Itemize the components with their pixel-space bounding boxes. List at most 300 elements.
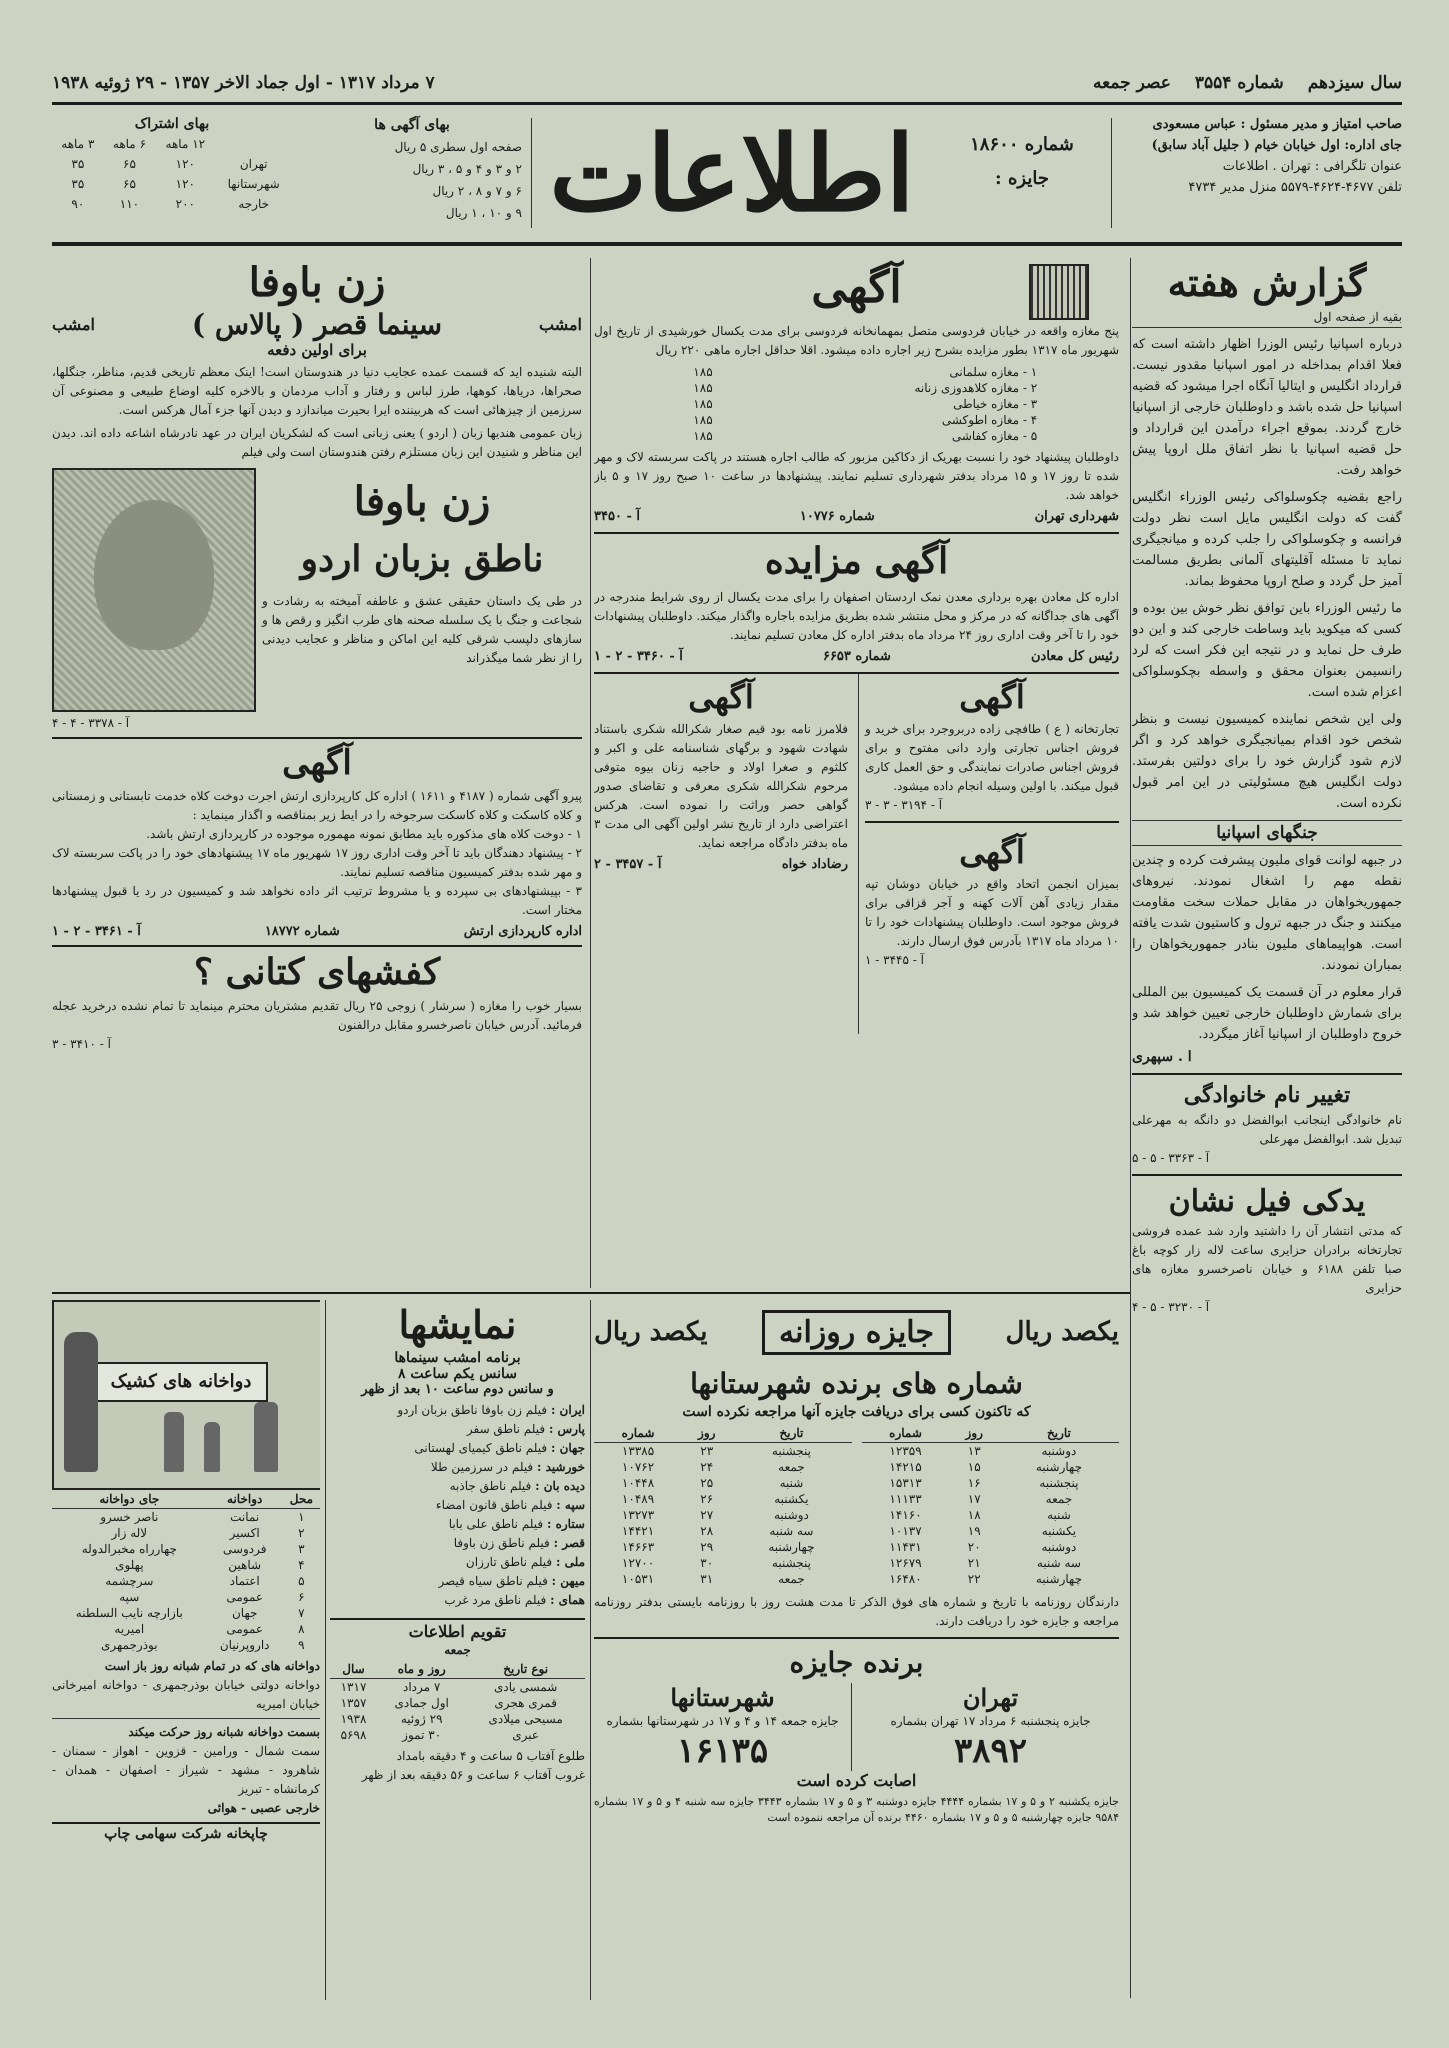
army-ad-item: ۱ - دوخت کلاه های مذکوره باید مطابق نمونه مهموره موجوده در کارپردازی ارتش باشد. (146, 827, 582, 841)
cell: ۲ (298, 1526, 305, 1540)
ad1-code: آ - ۳۴۵۰ (594, 509, 641, 524)
pharmacy-col: جای دواخانه (52, 1490, 207, 1509)
calendar-col: روز و ماه (377, 1660, 466, 1679)
army-ad-sign: اداره کارپردازی ارتش (463, 924, 582, 939)
cell: دوشنبه (1041, 1540, 1077, 1554)
shop-row (673, 396, 1041, 412)
calendar-col: نوع تاریخ (466, 1660, 585, 1679)
cell: چهارشنبه (1035, 1460, 1082, 1474)
subs-place: خارجه (238, 197, 270, 211)
subs-val: ۳۵ (71, 177, 85, 191)
table-row (594, 1523, 852, 1539)
daily-prize-banner: جایزه روزانه (762, 1310, 951, 1355)
serial-block (942, 128, 1102, 196)
ad-rates-title: بهای آگهی ها (374, 117, 450, 133)
list-item (330, 1420, 585, 1439)
cell: جمعه (778, 1460, 805, 1474)
cinema-film: فیلم زن باوفا ناطق بزبان اردو (397, 1403, 548, 1417)
ad4-block (858, 674, 1119, 1034)
cinema-name: دیده بان : (535, 1479, 585, 1493)
cell: ۵۶۹۸ (340, 1728, 367, 1742)
tonight-label: امشب (539, 315, 582, 334)
cell: ۲۷ (700, 1508, 714, 1522)
table-row (52, 1621, 320, 1637)
shop-price: ۱۸۵ (693, 381, 713, 395)
ad4-code: آ - ۳۱۹۴ - ۳ - ۳ (865, 798, 943, 812)
center-ads-column (594, 258, 1119, 1288)
subs-val: ۶۵ (123, 177, 136, 191)
weekly-report-subtitle: بقیه از صفحه اول (1132, 308, 1402, 328)
cell: نمانت (230, 1510, 260, 1524)
cell: ۴ (298, 1558, 305, 1572)
ad2-title: آگهی مزایده (764, 540, 949, 582)
shoes-ad-text: بسیار خوب را مغازه ( سرشار ) زوجی ۲۵ ریال تقدیم مشتریان محترم مینماید تا تمام نشده درخرید عجله فرمائید. آدرس خیابان ناصرخسرو مقابل درالفنون (52, 999, 582, 1032)
cell: پنجشنبه (771, 1556, 811, 1570)
cell: ۲۸ (700, 1524, 714, 1538)
ad1-sign: شهرداری تهران (1034, 509, 1119, 524)
winning-numbers-title: شماره های برنده شهرستانها (690, 1367, 1023, 1400)
army-ad-text: پیرو آگهی شماره ( ۴۱۸۷ و ۱۶۱۱ ) اداره کل کارپردازی ارتش اجرت دوخت کلاه خدمت تابستانی و زمستانی و کلاه کاسکت و کلاه کاسکت سرجوخه را در ایط زیر بمناقصه و اگذار مینماید : (52, 789, 582, 822)
cell: ۲۵ (700, 1476, 714, 1490)
office-line: جای اداره: اول خیابان خیام ( جلیل آباد سابق) (1151, 138, 1402, 153)
left-top-column (52, 258, 582, 1288)
cell: دوشنبه (774, 1508, 809, 1522)
table-row (862, 1459, 1120, 1475)
ad5-code: آ - ۳۴۴۵ - ۱ (865, 953, 924, 967)
table-row (862, 1539, 1120, 1555)
cell: داروپرنیان (219, 1638, 270, 1652)
army-ad-item: ۲ - پیشنهاد دهندگان باید تا آخر وقت اداری روز ۱۷ شهریور ماه ۱۷ پیشنهادهای خود را در پاکت سربسته لاک و مهر شده بدفتر کمیسیون مناقصه تسلیم نمایند. (52, 846, 582, 879)
subs-table (52, 134, 292, 214)
cell: ۱۰۵۳۱ (621, 1572, 655, 1586)
table-row (862, 1523, 1120, 1539)
report-paragraph: درباره اسپانیا رئیس الوزرا اظهار داشته است که فعلا اقدام بمداخله در امور اسپانیا مقدور نیست. قرارداد انگلیس و ایتالیا آنگاه اجرا میشود که قضیه اسپانیا حل شده باشد و داوطلبان خارجی از اسپانیا خارج گردند. بموقع اجراء درآمدن این قرارداد و حل قضیه اسپانیا با نظر اتفاق ملل اروپا پیش خواهد رفت. (1132, 337, 1402, 478)
winning-header (594, 1424, 852, 1443)
ad5-title: آگهی (959, 833, 1025, 871)
table-row (330, 1727, 585, 1743)
cell: ۹ (298, 1638, 305, 1652)
cinema-name: جهان : (550, 1441, 585, 1455)
bottle-icon (254, 1402, 278, 1472)
issue-date: ۷ مرداد ۱۳۱۷ - اول جماد الاخر ۱۳۵۷ - ۲۹ ژوئیه ۱۹۳۸ (52, 73, 435, 93)
list-item (330, 1591, 585, 1610)
shop-price: ۱۸۵ (693, 397, 713, 411)
shoes-ad-title: کفشهای کتانی ؟ (193, 951, 441, 993)
ad1-text: پنج مغازه واقعه در خیابان فردوسی متصل بمهمانخانه فردوسی برای مدت یکسال خورشیدی از تاریخ اول شهریور ماه ۱۳۱۷ بطور مزایده بشرح زیر اجاره داده میشود. اقلا حداقل اجاره ماهی ۲۲۰ ریال (594, 324, 1119, 357)
ad3-code: آ - ۳۴۵۷ - ۲ (594, 857, 662, 872)
cell: عمومی (226, 1590, 264, 1604)
shows-title: نمایشها (398, 1302, 517, 1347)
pharmacy-col: محل (283, 1490, 320, 1509)
pharmacy-header (52, 1490, 320, 1509)
cell: بوذرجمهری (101, 1638, 158, 1652)
cell: ۸ (298, 1622, 305, 1636)
table-row (52, 1509, 320, 1526)
winning-col: روز (950, 1424, 999, 1443)
table-row (330, 1679, 585, 1696)
subscription-rates (52, 114, 292, 214)
cell: ۲۳ (700, 1444, 714, 1458)
subs-row (52, 174, 292, 194)
shop-name: ۳ - مغازه خیاطی (953, 397, 1038, 411)
ad3-title: آگهی (688, 678, 754, 716)
name-change-text: نام خانوادگی اینجانب ابوالفضل دو دانگه به مهرعلی تبدیل شد. ابوالفضل مهرعلی (1132, 1113, 1402, 1146)
pharmacy-table (52, 1490, 320, 1653)
winner-title: برنده جایزه (789, 1646, 924, 1679)
subs-header-row (52, 134, 292, 154)
tehran-winner (862, 1683, 1119, 1771)
cell: سپه (119, 1590, 140, 1604)
tehran-label: تهران (962, 1683, 1019, 1712)
subs-place: تهران (239, 157, 268, 171)
cell: ۱۳۱۷ (340, 1680, 367, 1694)
list-item (330, 1534, 585, 1553)
ad1-signature (594, 509, 1119, 524)
cell: جمعه (778, 1572, 805, 1586)
cell: ۵ (298, 1574, 305, 1588)
cell: پنجشنبه (1039, 1476, 1079, 1490)
prize-rial-left: یکصد ریال (594, 1317, 708, 1347)
cell: ۷ (298, 1606, 305, 1620)
subs-val: ۳۵ (71, 157, 85, 171)
calendar-table (330, 1660, 585, 1743)
cell: ۱۰۷۶۲ (621, 1460, 655, 1474)
spain-wars-title: جنگهای اسپانیا (1132, 820, 1402, 846)
cell: ۱۹ (967, 1524, 981, 1538)
cinema-name: خورشید : (537, 1460, 585, 1474)
cell: ۲۴ (700, 1460, 714, 1474)
table-row (594, 1475, 852, 1491)
shop-price: ۱۸۵ (693, 365, 713, 379)
ad5-text: بمیزان انجمن اتحاد واقع در خیابان دوشان تپه مقدار زیادی آهن آلات کهنه و آجر قزاقی برای فروش موجود است. داوطلبان پیشنهادات خود را تا ۱۰ مرداد ماه ۱۳۱۷ بآدرس فوق ارسال دارند. (865, 877, 1119, 948)
table-row (594, 1555, 852, 1571)
pharmacy-sign: دواخانه های کشیک (94, 1362, 268, 1402)
trains-text: سمت شمال - ورامین - قزوین - اهواز - سمنان - شاهرود - مشهد - شیراز - اصفهان - همدان - کرمانشاه - تبریز (52, 1744, 320, 1796)
winning-col: شماره (862, 1424, 950, 1443)
cell: ۲۹ ژوئیه (400, 1712, 443, 1726)
cities-number: ۱۶۱۳۵ (676, 1731, 769, 1771)
calendar-col: سال (330, 1660, 377, 1679)
cell: ۶ (298, 1590, 305, 1604)
table-row (594, 1539, 852, 1555)
cell: پهلوی (115, 1558, 144, 1572)
ad4-text: تجارتخانه ( ع ) طافچی زاده دربروجرد برای خرید و فروش اجناس تجارتی وارد دانی مفتوح و برای فروش اجناس صادرات نمایندگی و حق العمل کاری قبول میکند. با اولین وسیله انجام داده میشود. (865, 722, 1119, 793)
cell: ۳۰ (700, 1556, 714, 1570)
ad-rate-row: ۹ و ۱۰ ، ۱ ریال (445, 206, 522, 220)
table-row (52, 1605, 320, 1621)
tehran-municipality-emblem-icon (1029, 264, 1089, 320)
masthead-info (1122, 114, 1402, 198)
cell: سه شنبه (1036, 1556, 1081, 1570)
actress-portrait (52, 468, 256, 712)
ad1-title: آگهی (811, 262, 902, 313)
list-item (330, 1439, 585, 1458)
cell: ۱۴۱۶۰ (889, 1508, 922, 1522)
shop-name: ۲ - مغازه کلاهدوزی زنانه (914, 381, 1038, 395)
ad-rates (302, 114, 522, 224)
cell: امیریه (114, 1622, 145, 1636)
cinema-film: فیلم ناطق علی بابا (448, 1517, 544, 1531)
table-row (52, 1557, 320, 1573)
name-change-title: تغییر نام خانوادگی (1183, 1082, 1351, 1108)
list-item (330, 1572, 585, 1591)
cell: عبری (512, 1728, 540, 1742)
cinema-film: فیلم ناطق تارزان (465, 1555, 553, 1569)
cell: ۱۹۳۸ (340, 1712, 367, 1726)
pharmacy-note: دواخانه های که در تمام شبانه روز باز است (104, 1659, 320, 1673)
list-item (330, 1553, 585, 1572)
table-row (594, 1443, 852, 1460)
cell: اعتماد (229, 1574, 260, 1588)
cinema-film: فیلم در سرزمین طلا (430, 1460, 534, 1474)
cell: ۲۰ (967, 1540, 981, 1554)
ad2-text: اداره کل معادن بهره برداری معدن نمک اردستان اصفهان را برای مدت یکسال از روی شرایط مندرجه در آگهی های جداگانه که در مرکز و محل منتشر شده بطریق مزایده باجاره واگذار میکند. داوطلبان پیشنهادات خود را تا آخر وقت اداری روز ۲۴ مرداد ماه بدفتر اداره کل معادن تسلیم نمایند. (594, 590, 1119, 642)
ad1-number: شماره ۱۰۷۷۶ (799, 509, 875, 524)
cinema-name: قصر : (553, 1536, 585, 1550)
shop-row (673, 380, 1041, 396)
cell: ۱۶ (967, 1476, 981, 1490)
weekly-report-title: گزارش هفته (1167, 260, 1367, 305)
cell: جهان (231, 1606, 258, 1620)
ad3-text: فلامرز نامه بود قیم صغار شکرالله شکری باستناد شهادت شهود و برگهای شناسنامه علی و اکبر و کلثوم و صغرا اولاد و حاجیه زنان بیوه متوفی مرحوم شکرالله شکری معرفی و تقاضای صدور گواهی حصر وراثت را نموده است. هرکس اعتراضی دارد از تاریخ نشر اولین آگهی الی مدت ۳ ماه بدفتر دادگاه مراجعه نماید. (594, 722, 848, 850)
cinema-name: همای : (550, 1593, 585, 1607)
list-item (330, 1496, 585, 1515)
subs-col: ۳ ماهه (61, 137, 95, 151)
ad-rate-row: ۶ و ۷ و ۸ ، ۲ ریال (432, 184, 522, 198)
winning-header (862, 1424, 1120, 1443)
ad-rate-row: صفحه اول سطری ۵ ریال (394, 140, 522, 154)
newspaper-title: اطلاعات (549, 111, 915, 235)
shows-sub2: سانس یکم ساعت ۸ (398, 1366, 517, 1382)
winning-col: تاریخ (999, 1424, 1119, 1443)
army-ad-number: شماره ۱۸۷۷۲ (264, 924, 340, 939)
subs-val: ۶۵ (123, 157, 136, 171)
pharmacy-col: دواخانه (207, 1490, 283, 1509)
ad-rate-row: ۲ و ۳ و ۴ و ۵ ، ۳ ریال (412, 162, 522, 176)
cell: ۳۱ (700, 1572, 714, 1586)
serial-number: شماره ۱۸۶۰۰ (970, 134, 1074, 155)
shop-row (673, 412, 1041, 428)
subs-row (52, 154, 292, 174)
table-row (52, 1525, 320, 1541)
film-synopsis: در طی یک داستان حقیقی عشق و عاطفه آمیخته به رشادت و شجاعت و جنگ با یک سلسله صحنه های طرب انگیز و رقص ها و سازهای دلپسب شرقی کلیه این اماکن و مناظر و عجایب دیدنی را از نظر شما میگذراند (262, 594, 582, 665)
poster-line2: ناطق بزبان اردو (300, 538, 544, 580)
cell: یکشنبه (774, 1492, 809, 1506)
table-row (862, 1491, 1120, 1507)
cell: ۲۶ (700, 1492, 714, 1506)
cell: ۱۱۴۳۱ (889, 1540, 922, 1554)
tehran-text: جایزه پنجشنبه ۶ مرداد ۱۷ تهران بشماره (890, 1714, 1091, 1728)
winning-col: روز (682, 1424, 731, 1443)
cell: جمعه (1045, 1492, 1073, 1506)
cell: چهارشنبه (768, 1540, 815, 1554)
subs-col: ۱۲ ماهه (165, 137, 206, 151)
cell: شنبه (1047, 1508, 1071, 1522)
ad4-title: آگهی (959, 678, 1025, 716)
winning-table-left (594, 1424, 852, 1587)
tonight-label: امشب (52, 315, 95, 334)
subs-val: ۲۰۰ (175, 197, 195, 211)
table-row (330, 1695, 585, 1711)
phone-line: تلفن ۴۶۷۷-۴۶۲۴-۵۵۷۹ منزل مدیر ۴۷۳۴ (1188, 180, 1402, 195)
cell: ۱۰۴۸۹ (621, 1492, 655, 1506)
cell: پنجشنبه (771, 1444, 811, 1458)
subs-val: ۱۲۰ (175, 177, 195, 191)
pharmacy-column (52, 1300, 320, 2000)
army-ad-code: آ - ۳۴۶۱ - ۲ - ۱ (52, 924, 141, 939)
cell: ۱۱۱۳۳ (889, 1492, 922, 1506)
cell: شنبه (779, 1476, 804, 1490)
trains-title: بسمت دواخانه شبانه روز حرکت میکند (128, 1725, 320, 1739)
calendar-header (330, 1660, 585, 1679)
table-row (862, 1507, 1120, 1523)
prize-note: دارندگان روزنامه با تاریخ و شماره های فوق الذکر تا مدت هشت روز با روزنامه بایستی بدفتر روزنامه مراجعه و جایزه خود را دریافت دارند. (594, 1595, 1119, 1628)
cell: فردوسی (222, 1542, 267, 1556)
table-row (862, 1555, 1120, 1571)
cell: ۱۸ (967, 1508, 981, 1522)
bottle-icon (204, 1422, 220, 1472)
cell: ۱۴۴۲۱ (621, 1524, 655, 1538)
cell: ۷ مرداد (402, 1680, 441, 1694)
cell: اکسیر (229, 1526, 260, 1540)
cities-label: شهرستانها (670, 1683, 775, 1712)
table-row (330, 1711, 585, 1727)
cell: ۱۲۷۰۰ (621, 1556, 655, 1570)
army-ad-signature (52, 924, 582, 939)
calendar-title: تقویم اطلاعات (408, 1622, 507, 1641)
cell: لاله زار (111, 1526, 148, 1540)
memorial-code: آ - ۳۲۳۰ - ۵ - ۴ (1132, 1300, 1210, 1314)
report-paragraph: راجع بقضیه چکوسلواکی رئیس الوزراء انگلیس گفت که دولت انگلیس مایل است نظر دولت فرانسه و چکوسلواکی را جلب کرده و میانجیگری نماید تا مسئله آقلیتهای آلمانی بطریق مسالمت آمیز حل گردد و صلح اروپا محفوظ بماند. (1132, 490, 1402, 589)
weekly-report-column (1132, 258, 1402, 2006)
table-row (862, 1475, 1120, 1491)
ad2-signature (594, 649, 1119, 664)
ad2-sign: رئیس کل معادن (1030, 649, 1119, 664)
table-row (594, 1459, 852, 1475)
cinema-name: سپه : (556, 1498, 585, 1512)
cell: ۱۰۱۳۷ (889, 1524, 922, 1538)
cell: شاهین (228, 1558, 262, 1572)
cell: ۲۱ (967, 1556, 981, 1570)
army-ad-item: ۳ - بپیشنهادهای بی سپرده و یا مشروط ترتیب اثر داده نخواهد شد و کمیسیون در رد یا قبول پیشنهادها مختار است. (52, 884, 582, 917)
cinema-name: پارس : (548, 1422, 585, 1436)
film-ad-code: آ - ۳۳۷۸ - ۴ - ۴ (52, 716, 130, 730)
film-intro2: زبان عمومی هندیها زبان ( اردو ) یعنی زبانی است که لشکریان ایران در عهد نادرشاه اشاعه داده اند. دیدن این مناظر و شنیدن این زبان مستلزم رفتن هندوستان است ولی فیلم (52, 426, 582, 459)
prize-label: جایزه : (995, 168, 1049, 189)
tehran-number: ۳۸۹۲ (953, 1731, 1028, 1771)
memorial-text: که مدتی انتشار آن را داشتید وارد شد عمده فروشی تجارتخانه برادران حزایری ساعت لاله زار کوچه باغ صبا تلفن ۶۱۸۸ و خیابان ناصرخسرو مغازه های حزایری (1132, 1224, 1402, 1295)
pharmacist-figure-icon (64, 1332, 98, 1472)
bottle-icon (164, 1412, 184, 1472)
cell: ۱۴۲۱۵ (889, 1460, 922, 1474)
cell: ۱۳۳۸۵ (621, 1444, 655, 1458)
cinema-name: سینما قصر ( پالاس ) (191, 308, 443, 341)
report-paragraph: قرار معلوم در آن قسمت یک کمیسیون بین المللی برای شمارش داوطلبان خارجی تعیین خواهد شد و خروج داوطلبان از اسپانیا آغاز میگردد. (1132, 985, 1402, 1042)
cell: چهارراه مخبرالدوله (81, 1542, 177, 1556)
subs-row (52, 194, 292, 214)
table-row (594, 1491, 852, 1507)
sunrise: طلوع آفتاب ۵ ساعت و ۴ دقیقه بامداد (396, 1749, 585, 1763)
cinema-film: فیلم ناطق قانون امضاء (435, 1498, 553, 1512)
list-item (330, 1401, 585, 1420)
cell: دوشنبه (1041, 1444, 1077, 1458)
ad3-block (594, 674, 848, 1034)
cinema-film: فیلم ناطق مرد غرب (444, 1593, 547, 1607)
subs-col: ۶ ماهه (112, 137, 147, 151)
shop-name: ۴ - مغازه اطوکشی (941, 413, 1038, 427)
volume-year: سال سیزدهم (1307, 73, 1402, 93)
cell: مسیحی میلادی (488, 1712, 563, 1726)
table-row (862, 1443, 1120, 1460)
cell: قمری هجری (494, 1696, 557, 1710)
shop-row (673, 428, 1041, 444)
cinema-name: ملی : (555, 1555, 585, 1569)
cinema-listing (330, 1401, 585, 1610)
poster-line1: زن باوفا (353, 478, 491, 525)
cell: ۱ (298, 1510, 305, 1524)
first-time-label: برای اولین دفعه (267, 341, 367, 359)
ad2-number: شماره ۶۶۵۳ (822, 649, 891, 664)
cell: ۱۴۶۶۳ (621, 1540, 655, 1554)
daily-prize-section (594, 1300, 1119, 2000)
cell: چهارشنبه (1035, 1572, 1082, 1586)
cinema-name: ستاره : (546, 1517, 585, 1531)
cinema-film: فیلم ناطق سفر (466, 1422, 546, 1436)
cell: ۱۷ (967, 1492, 981, 1506)
cell: ۲۹ (700, 1540, 714, 1554)
cell: ۳۰ تموز (402, 1728, 442, 1742)
edition: عصر جمعه (1093, 73, 1171, 93)
hoor-line: خارجی عصبی - هوائی (207, 1801, 320, 1815)
printer-line: چاپخانه شرکت سهامی چاپ (52, 1822, 320, 1842)
name-change-code: آ - ۳۳۶۳ - ۵ - ۵ (1132, 1151, 1210, 1165)
cinema-name: ایران : (550, 1403, 585, 1417)
cell: ۱۳۲۷۳ (621, 1508, 655, 1522)
table-row (52, 1637, 320, 1653)
cell: اول جمادی (394, 1696, 449, 1710)
report-paragraph: ولی این شخص نماینده کمیسیون نیست و بنظر شخص خود اقدام بمیانجیگری خواهد کرد و اگر لازم شود گزارش خود را برای دولتین بفرستد. دولت انگلیس هیچ مسئولیتی در این امر قبول نکرده است. (1132, 712, 1402, 811)
cell: ناصر خسرو (100, 1510, 159, 1524)
shop-price: ۱۸۵ (693, 429, 713, 443)
cinema-film: فیلم ناطق سیاه قیصر (438, 1574, 548, 1588)
subs-val: ۱۲۰ (175, 157, 195, 171)
cell: ۱۰۴۴۸ (621, 1476, 655, 1490)
cell: شمسی یادی (494, 1680, 558, 1694)
shop-name: ۵ - مغازه کفاشی (951, 429, 1038, 443)
report-paragraph: ما رئیس الوزراء باین توافق نظر خوش بین بوده و کسی که میکوید باید وساطت خارجی کند و این دو طرف حل نماید و در نتیجه این فکر است که لرد رانسیمن بعنوان محقق و واسطه بچکوسلواکی اعزام شده است. (1132, 601, 1402, 700)
subs-val: ۱۱۰ (119, 197, 140, 211)
shows-sub3: و سانس دوم ساعت ۱۰ بعد از ظهر (361, 1382, 554, 1397)
cell: ۲۲ (967, 1572, 981, 1586)
shop-name: ۱ - مغازه سلمانی (949, 365, 1038, 379)
telegram-line: عنوان تلگرافی : تهران . اطلاعات (1222, 159, 1402, 174)
shows-column (330, 1300, 585, 2000)
shoes-ad-code: آ - ۳۴۱۰ - ۳ (52, 1037, 111, 1051)
cell: ۱۳۵۷ (340, 1696, 367, 1710)
list-item (330, 1458, 585, 1477)
pharmacy-note2: دواخانه دولتی خیابان بوذرجمهری - دواخانه امیرخانی خیابان امیریه (52, 1678, 320, 1711)
masthead (52, 108, 1402, 246)
cities-text: جایزه جمعه ۱۴ و ۴ و ۱۷ در شهرستانها بشماره (606, 1714, 839, 1728)
cell: عمومی (226, 1622, 264, 1636)
cell: ۱۶۴۸۰ (889, 1572, 922, 1586)
list-item (330, 1477, 585, 1496)
subs-val: ۹۰ (71, 197, 85, 211)
owner-line: صاحب امتیاز و مدیر مسئول : عباس مسعودی (1152, 117, 1402, 132)
subs-place: شهرستانها (227, 177, 280, 191)
cell: ۱۲۳۵۹ (889, 1444, 922, 1458)
army-ad-title: آگهی (282, 743, 352, 783)
